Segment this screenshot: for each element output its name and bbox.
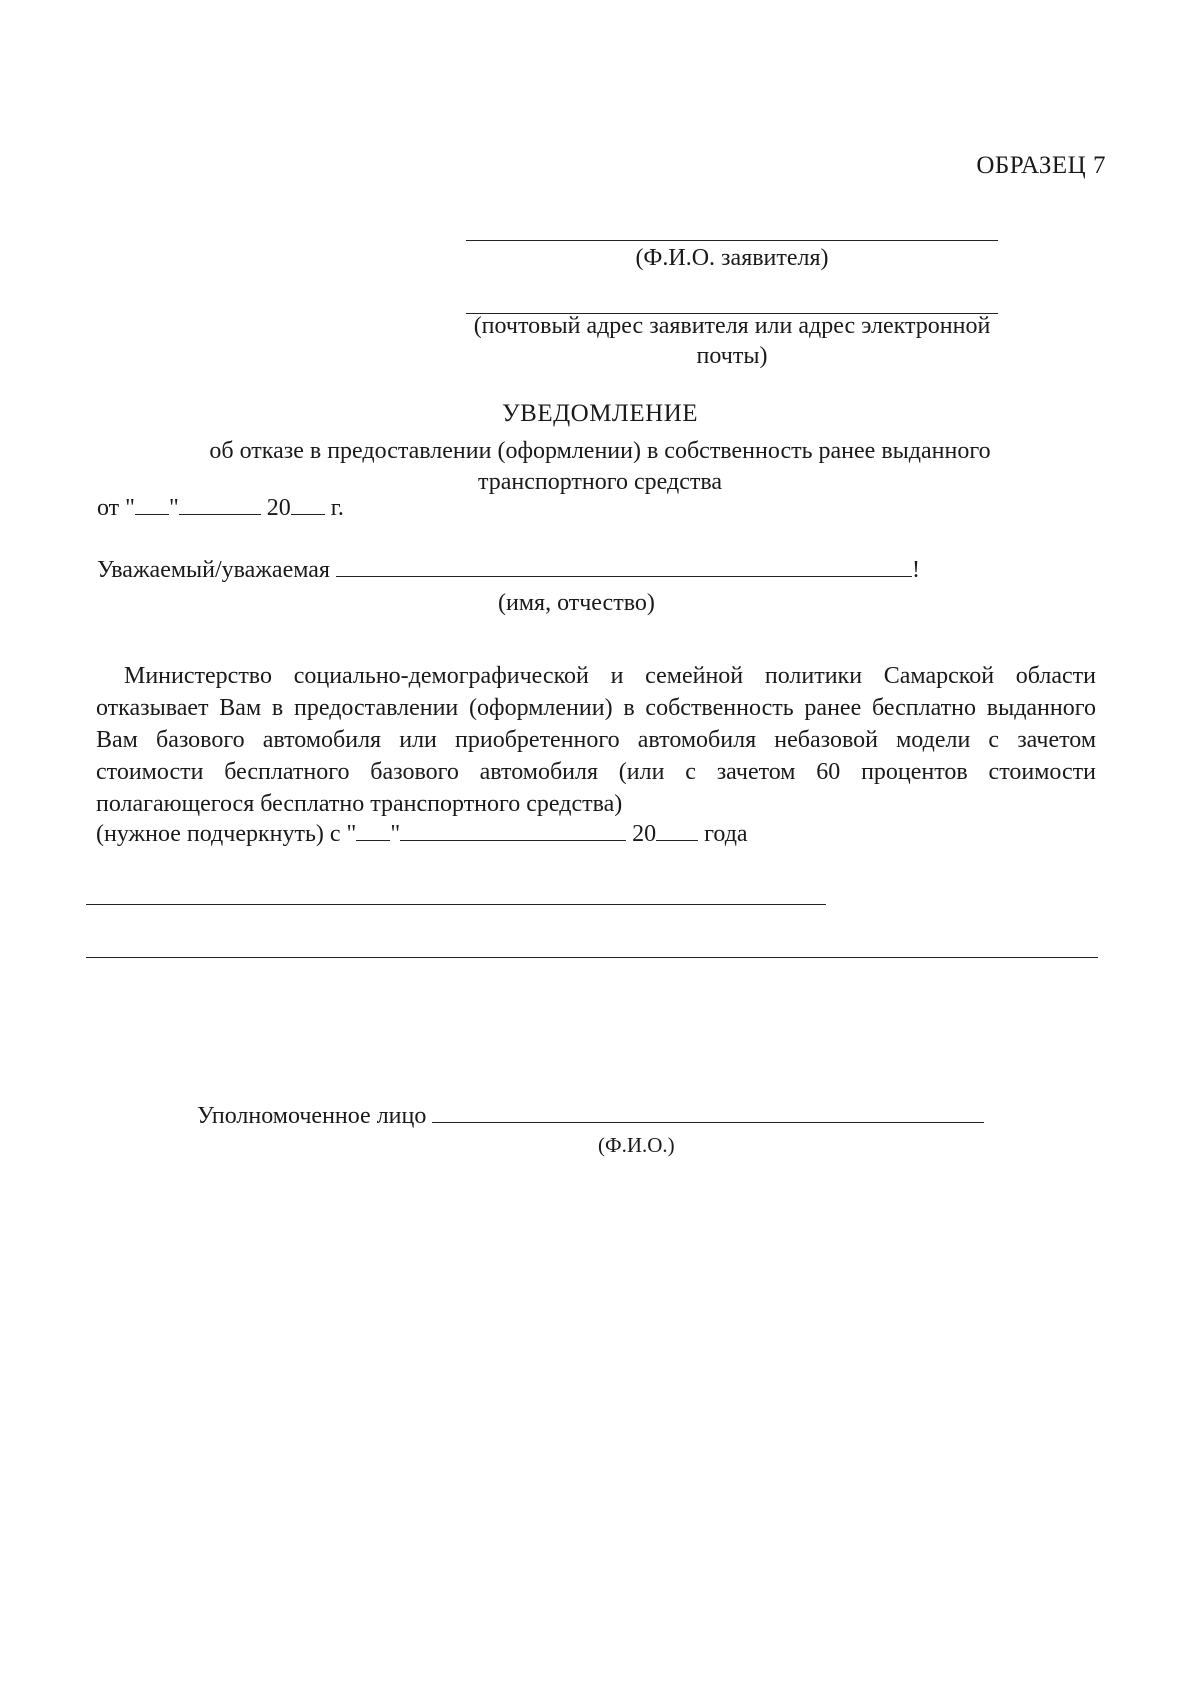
notice-date-row (97, 494, 344, 522)
body-paragraph: Министерство социально-демографической и семейной политики Самарской области отказывает Вам в предоставлении (оформлении) в собственность ранее бесплатно выданного Вам базового автомобиля или приобретенного автомобиля небазовой модели с зачетом стоимости бесплатного базового автомобиля (или с зачетом 60 процентов стоимости полагающегося бесплатно транспортного средства) (96, 663, 1096, 817)
date-suffix: г. (330, 495, 344, 521)
reason-line-2 (86, 957, 1098, 958)
date-month-blank (179, 494, 261, 515)
greeting-end: ! (911, 557, 920, 583)
signer-name-blank (432, 1102, 984, 1123)
date-prefix: от " (97, 495, 135, 521)
signer-row (197, 1102, 984, 1130)
applicant-address-caption: (почтовый адрес заявителя или адрес электронной почты) (473, 313, 991, 369)
date-year-prefix: 20 (266, 495, 291, 521)
body-last-quote: " (390, 821, 401, 847)
greeting-row (97, 556, 920, 584)
body-year-blank (656, 820, 698, 841)
date-year-blank (291, 494, 325, 515)
body-last-line (96, 820, 748, 848)
notice-body (96, 660, 1096, 820)
body-month-blank (400, 820, 626, 841)
greeting-name-blank (336, 556, 912, 577)
signer-label: Уполномоченное лицо (197, 1103, 427, 1129)
reason-line-1 (86, 904, 826, 905)
applicant-fio-caption: (Ф.И.О. заявителя) (635, 245, 829, 271)
notice-subtitle: об отказе в предоставлении (оформлении) в собственность ранее выданного транспортного средства (209, 438, 991, 495)
body-year-prefix: 20 (632, 821, 657, 847)
applicant-fio-line (466, 240, 998, 241)
date-quote-close: " (168, 495, 179, 521)
signer-caption: (Ф.И.О.) (598, 1133, 675, 1157)
notice-title: УВЕДОМЛЕНИЕ (501, 400, 699, 427)
date-day-blank (135, 494, 169, 515)
sample-number-label: ОБРАЗЕЦ 7 (976, 152, 1106, 179)
body-last-suffix: года (704, 821, 748, 847)
body-last-prefix: (нужное подчеркнуть) с " (96, 821, 357, 847)
greeting-label: Уважаемый/уважаемая (97, 557, 330, 583)
greeting-name-caption: (имя, отчество) (498, 590, 655, 616)
body-day-blank (356, 820, 390, 841)
